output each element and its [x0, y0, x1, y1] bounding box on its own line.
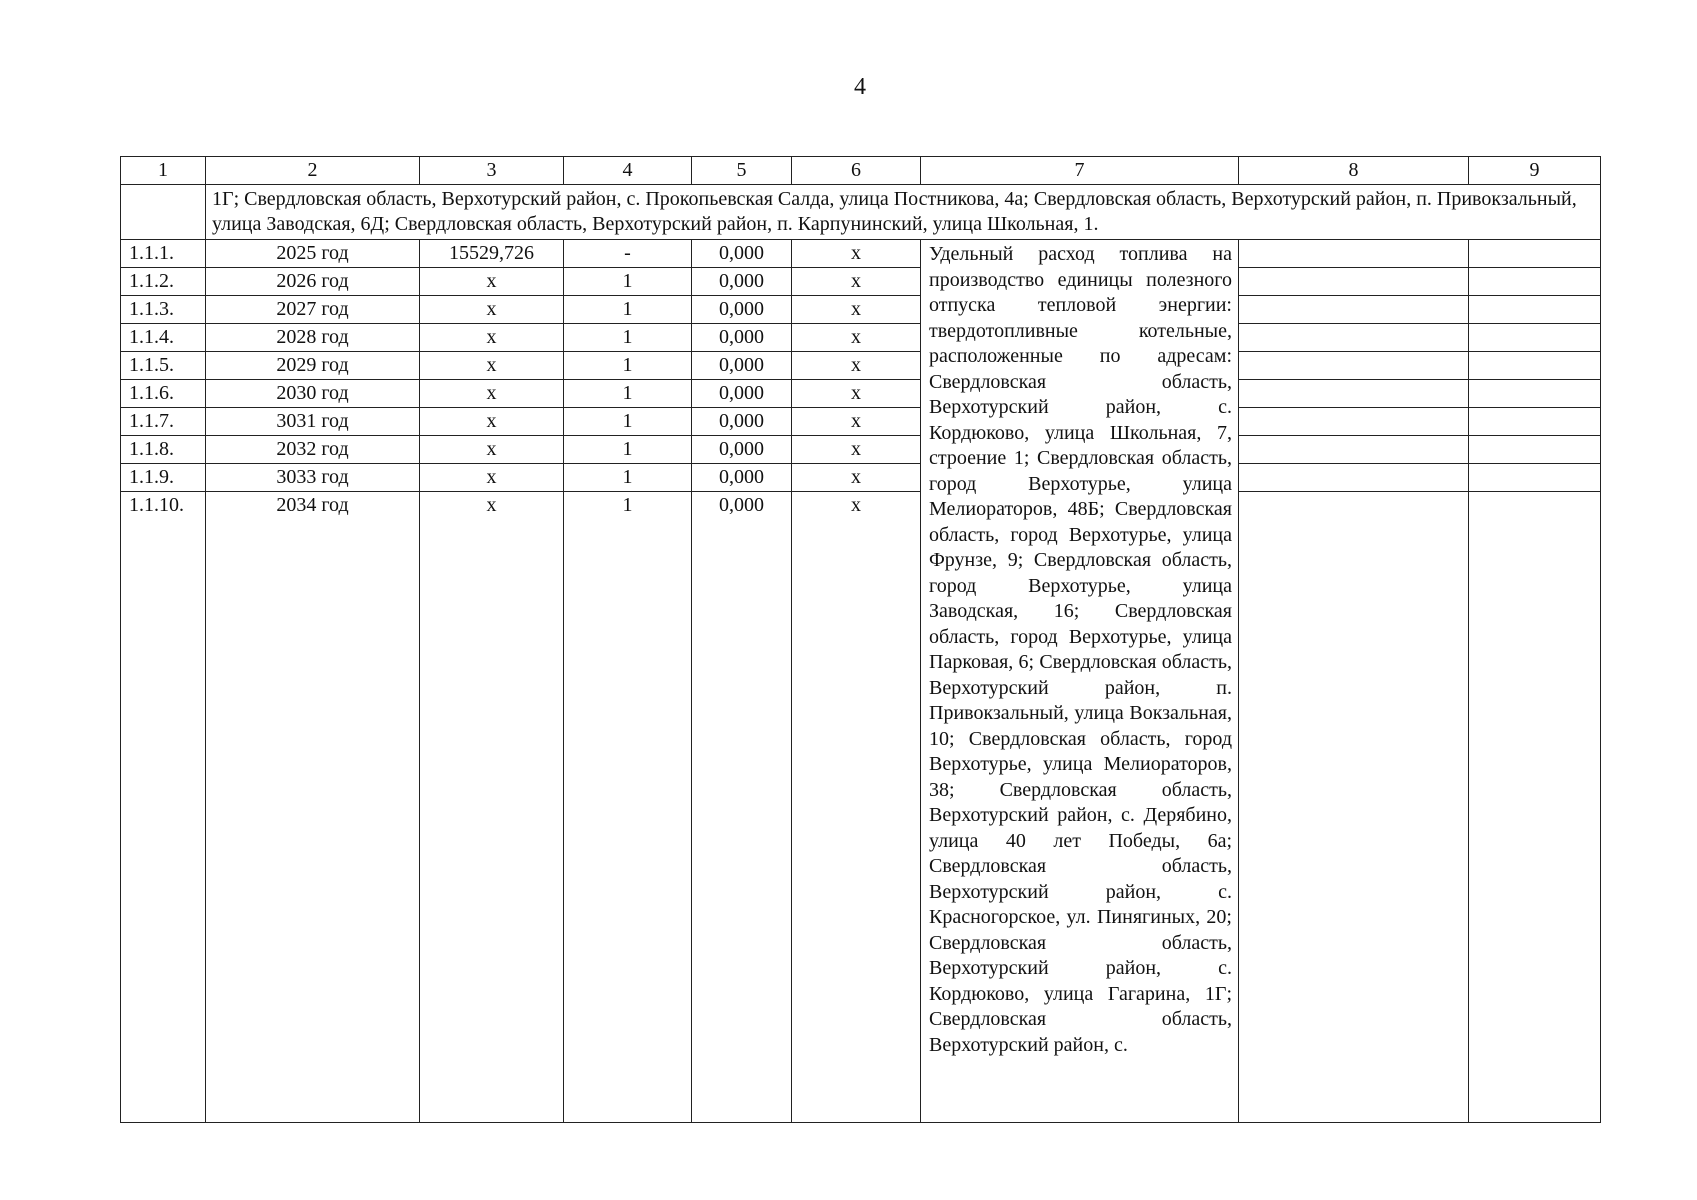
row-col3: х — [420, 296, 564, 324]
row-col3: х — [420, 268, 564, 296]
header-cell: 2 — [206, 157, 420, 185]
data-table-container — [120, 156, 1600, 1123]
header-cell: 1 — [121, 157, 206, 185]
row-col3: х — [420, 464, 564, 492]
row-col9 — [1469, 240, 1601, 268]
row-year: 2032 год — [206, 436, 420, 464]
row-col4: 1 — [564, 324, 692, 352]
table-row — [121, 436, 1601, 464]
row-col4: 1 — [564, 380, 692, 408]
table-row — [121, 268, 1601, 296]
row-col4: 1 — [564, 408, 692, 436]
row-col9 — [1469, 436, 1601, 464]
row-col8 — [1239, 380, 1469, 408]
header-cell: 3 — [420, 157, 564, 185]
row-year: 2030 год — [206, 380, 420, 408]
address-continuation-text: 1Г; Свердловская область, Верхотурский район, с. Прокопьевская Салда, улица Постникова, 4а; Свердловская область, Верхотурский район, п. Привокзальный, улица Заводская, 6Д; Свердловская область, Верхотурский район, п. Карпунинский, улица Школьная, 1. — [206, 185, 1601, 240]
empty-cell — [121, 185, 206, 240]
row-col5: 0,000 — [692, 380, 792, 408]
row-number: 1.1.4. — [121, 324, 206, 352]
row-col9 — [1469, 380, 1601, 408]
table-row — [121, 352, 1601, 380]
row-year: 3031 год — [206, 408, 420, 436]
row-col6: х — [792, 268, 921, 296]
row-col6: х — [792, 240, 921, 268]
row-col9 — [1469, 492, 1601, 1123]
row-col6: х — [792, 436, 921, 464]
row-col8 — [1239, 464, 1469, 492]
header-cell: 8 — [1239, 157, 1469, 185]
row-col5: 0,000 — [692, 464, 792, 492]
row-col6: х — [792, 296, 921, 324]
table-row — [121, 408, 1601, 436]
row-col8 — [1239, 268, 1469, 296]
row-col5: 0,000 — [692, 268, 792, 296]
table-row — [121, 240, 1601, 268]
row-col4: 1 — [564, 492, 692, 1123]
row-col5: 0,000 — [692, 240, 792, 268]
row-col4: 1 — [564, 464, 692, 492]
row-col9 — [1469, 464, 1601, 492]
row-year: 3033 год — [206, 464, 420, 492]
row-year: 2025 год — [206, 240, 420, 268]
row-col3: х — [420, 380, 564, 408]
row-col8 — [1239, 296, 1469, 324]
address-continuation-row — [121, 185, 1601, 240]
row-col6: х — [792, 352, 921, 380]
row-number: 1.1.6. — [121, 380, 206, 408]
row-col6: х — [792, 408, 921, 436]
row-col8 — [1239, 408, 1469, 436]
data-table — [120, 156, 1601, 1123]
row-col4: 1 — [564, 268, 692, 296]
row-col9 — [1469, 296, 1601, 324]
row-number: 1.1.9. — [121, 464, 206, 492]
row-number: 1.1.7. — [121, 408, 206, 436]
header-cell: 9 — [1469, 157, 1601, 185]
row-col6: х — [792, 464, 921, 492]
row-col4: 1 — [564, 436, 692, 464]
row-col3: 15529,726 — [420, 240, 564, 268]
table-header-row — [121, 157, 1601, 185]
row-col3: х — [420, 492, 564, 1123]
row-col3: х — [420, 436, 564, 464]
row-col6: х — [792, 492, 921, 1123]
row-col8 — [1239, 352, 1469, 380]
row-col9 — [1469, 352, 1601, 380]
row-number: 1.1.5. — [121, 352, 206, 380]
table-row — [121, 492, 1601, 1123]
row-col9 — [1469, 408, 1601, 436]
table-row — [121, 296, 1601, 324]
row-number: 1.1.1. — [121, 240, 206, 268]
row-col8 — [1239, 436, 1469, 464]
row-col8 — [1239, 492, 1469, 1123]
table-row — [121, 380, 1601, 408]
page-number: 4 — [854, 74, 866, 100]
row-col5: 0,000 — [692, 492, 792, 1123]
row-col4: 1 — [564, 296, 692, 324]
header-cell: 6 — [792, 157, 921, 185]
row-col3: х — [420, 352, 564, 380]
row-col5: 0,000 — [692, 296, 792, 324]
row-year: 2027 год — [206, 296, 420, 324]
row-year: 2026 год — [206, 268, 420, 296]
row-year: 2034 год — [206, 492, 420, 1123]
row-col6: х — [792, 324, 921, 352]
header-cell: 7 — [921, 157, 1239, 185]
row-col3: х — [420, 408, 564, 436]
row-col8 — [1239, 324, 1469, 352]
row-col4: 1 — [564, 352, 692, 380]
header-cell: 4 — [564, 157, 692, 185]
row-col8 — [1239, 240, 1469, 268]
row-col5: 0,000 — [692, 436, 792, 464]
row-col4: - — [564, 240, 692, 268]
row-col5: 0,000 — [692, 408, 792, 436]
row-col3: х — [420, 324, 564, 352]
header-cell: 5 — [692, 157, 792, 185]
row-number: 1.1.8. — [121, 436, 206, 464]
row-number: 1.1.10. — [121, 492, 206, 1123]
row-col9 — [1469, 268, 1601, 296]
table-row — [121, 324, 1601, 352]
row-col5: 0,000 — [692, 352, 792, 380]
row-number: 1.1.3. — [121, 296, 206, 324]
indicator-description: Удельный расход топлива на производство единицы полезного отпуска тепловой энергии: твердотопливные котельные, расположенные по адресам: Свердловская область, Верхотурский район, с. Кордюково, улица Школьная, 7, строение 1; Свердловская область, город Верхотурье, улица Мелиораторов, 48Б; Свердловская область, город Верхотурье, улица Фрунзе, 9; Свердловская область, город Верхотурье, улица Заводская, 16; Свердловская область, город Верхотурье, улица Парковая, 6; Свердловская область, Верхотурский район, п. Привокзальный, улица Вокзальная, 10; Свердловская область, город Верхотурье, улица Мелиораторов, 38; Свердловская область, Верхотурский район, с. Дерябино, улица 40 лет Победы, 6а; Свердловская область, Верхотурский район, с. Красногорское, ул. Пинягиных, 20; Свердловская область, Верхотурский район, с. Кордюково, улица Гагарина, 1Г; Свердловская область, Верхотурский район, с. — [921, 240, 1239, 1123]
row-col6: х — [792, 380, 921, 408]
row-number: 1.1.2. — [121, 268, 206, 296]
row-col9 — [1469, 324, 1601, 352]
table-row — [121, 464, 1601, 492]
row-year: 2029 год — [206, 352, 420, 380]
row-year: 2028 год — [206, 324, 420, 352]
row-col5: 0,000 — [692, 324, 792, 352]
